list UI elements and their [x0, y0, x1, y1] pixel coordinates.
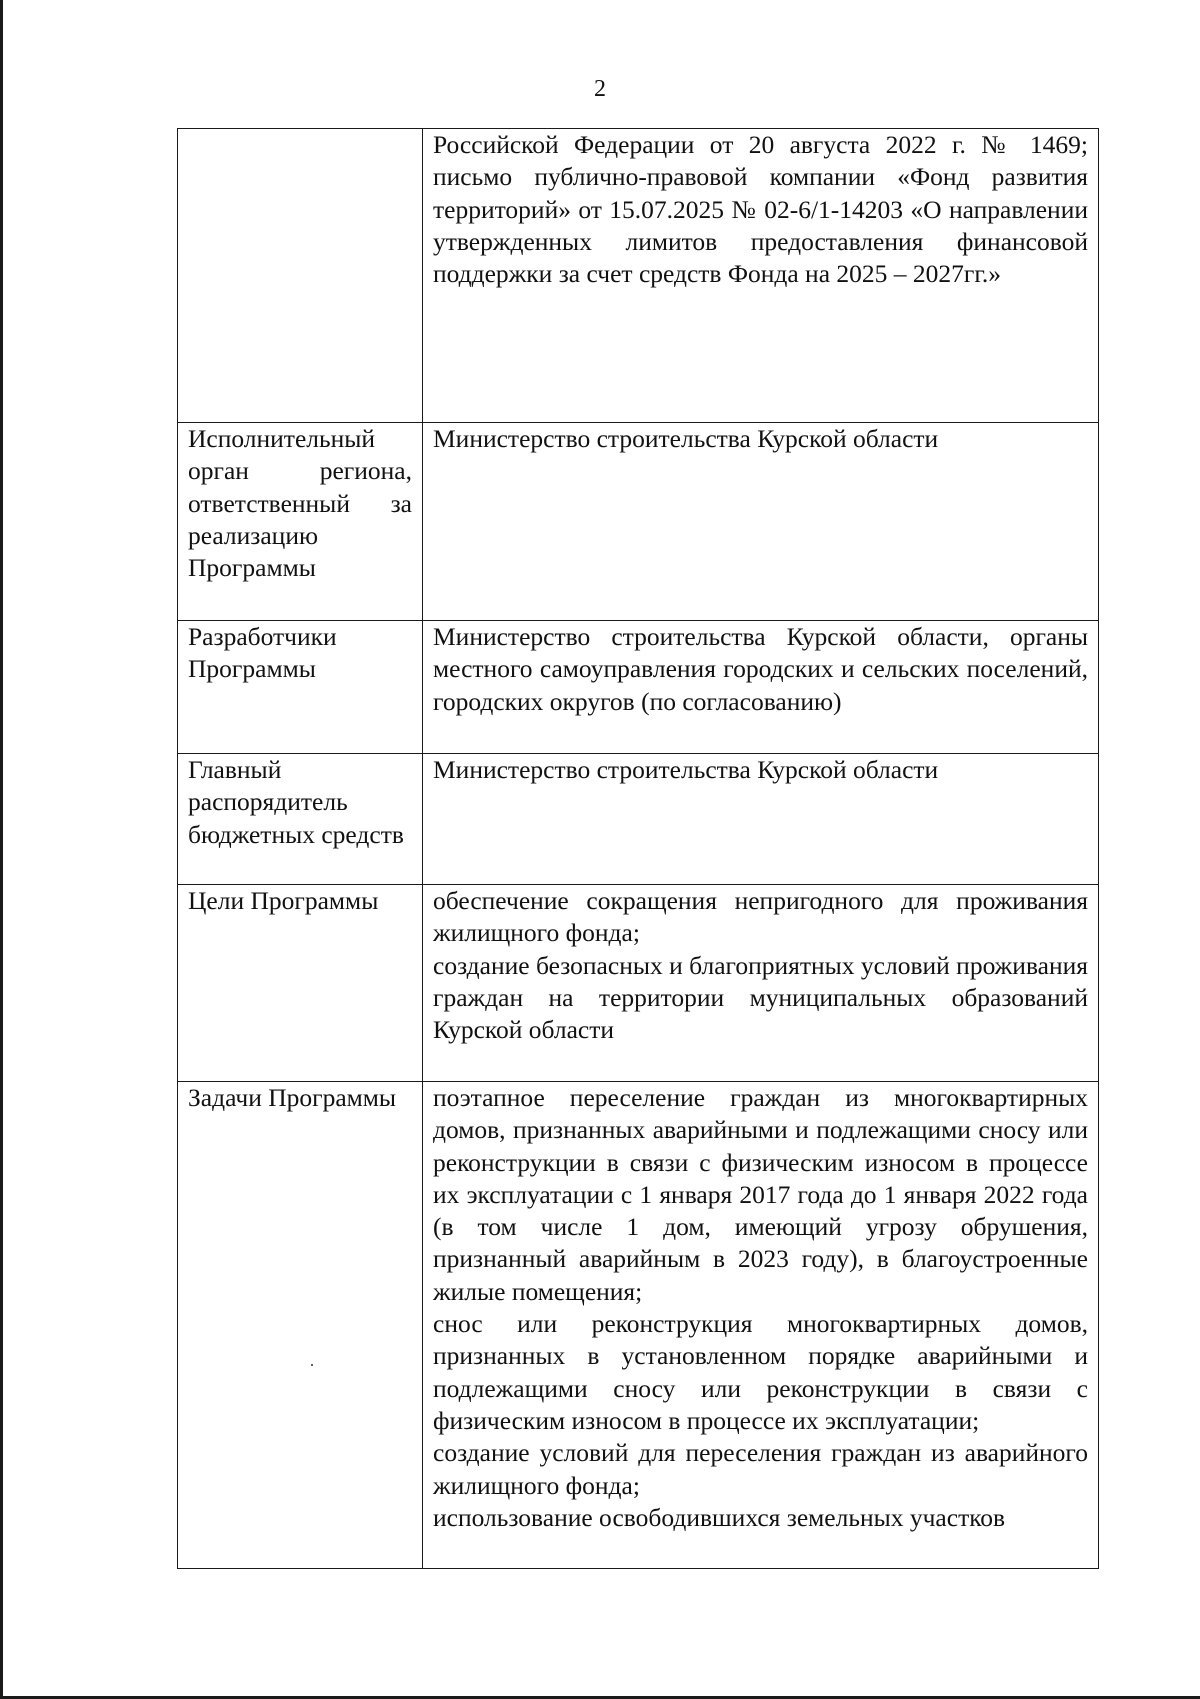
table-row-goals	[178, 885, 1099, 1082]
scan-speck	[311, 1364, 313, 1366]
value-paragraph: Министерство строительства Курской области, органы местного самоуправления городских и сельских поселений, городских округов (по согласованию)	[433, 622, 1088, 716]
program-passport-table	[177, 128, 1099, 1569]
row-value	[423, 754, 1099, 885]
row-label: Цели Программы	[178, 885, 423, 1082]
value-paragraph: снос или реконструкция многоквартирных домов, признанных в установленном порядке аварийными и подлежащими сносу или реконструкции в связи с физическим износом в процессе их эксплуатации;	[433, 1309, 1088, 1435]
table-row-developers	[178, 621, 1099, 754]
value-paragraph: создание безопасных и благоприятных условий проживания граждан на территории муниципальных образований Курской области	[433, 950, 1088, 1045]
table-row-tasks	[178, 1082, 1099, 1569]
value-paragraph: создание условий для переселения граждан из аварийного жилищного фонда;	[433, 1438, 1088, 1500]
row-label: Исполнительный орган региона, ответственный за реализацию Программы	[178, 423, 423, 621]
row-value	[423, 423, 1099, 621]
row-value	[423, 129, 1099, 423]
row-value	[423, 621, 1099, 754]
table-row-legal-basis-continued	[178, 129, 1099, 423]
row-label: Задачи Программы	[178, 1082, 423, 1569]
value-paragraph: обеспечение сокращения непригодного для проживания жилищного фонда;	[433, 886, 1088, 948]
value-paragraph: использование освободившихся земельных участков	[433, 1502, 1006, 1532]
value-paragraph: поэтапное переселение граждан из многоквартирных домов, признанных аварийными и подлежащими сносу или реконструкции в связи с физическим износом в процессе их эксплуатации с 1 января 2017 года до 1 января 2022 года (в том числе 1 дом, имеющий угрозу обрушения, признанный аварийным в 2023 году), в благоустроенные жилые помещения;	[433, 1083, 1088, 1306]
row-label: Главный распорядитель бюджетных средств	[178, 754, 423, 885]
value-paragraph: Министерство строительства Курской области	[433, 424, 939, 453]
table-row-budget-manager	[178, 754, 1099, 885]
row-label	[178, 129, 423, 423]
page-number: 2	[594, 76, 606, 102]
value-paragraph: Российской Федерации от 20 августа 2022 г. № 1469; письмо публично-правовой компании «Фонд развития территорий» от 15.07.2025 № 02-6/1-14203 «О направлении утвержденных лимитов предоставления финансовой поддержки за счет средств Фонда на 2025 – 2027гг.»	[433, 130, 1088, 289]
row-value	[423, 885, 1099, 1082]
table-row-responsible-body	[178, 423, 1099, 621]
row-label: Разработчики Программы	[178, 621, 423, 754]
page-edge-left	[0, 0, 3, 1699]
row-value	[423, 1082, 1099, 1569]
value-paragraph: Министерство строительства Курской области	[433, 755, 939, 784]
